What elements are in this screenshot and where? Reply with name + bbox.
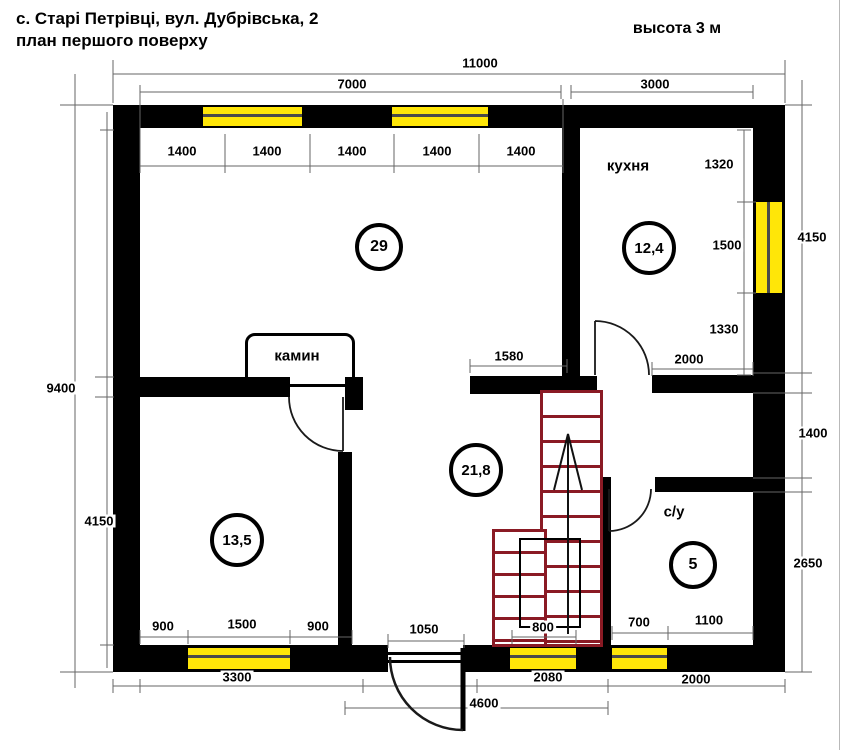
area-badge-living [355,223,403,271]
wall-mid-horizontal [113,377,290,397]
area-badge-bathroom [669,541,717,589]
area-badge-kitchen [622,221,676,275]
dim-hall-wall: 1580 [494,348,524,364]
bathroom-area-value: 5 [688,556,698,573]
dim-bottom-left: 3300 [222,669,252,685]
window-glass-line [767,202,770,293]
dim-window-1400-1: 1400 [167,143,197,159]
kitchen-label: кухня [606,157,650,175]
dim-kitchen-inner-1320: 1320 [704,156,734,172]
address-line: с. Старі Петрівці, вул. Дубрівська, 2 [16,9,319,28]
dim-right-middle: 1400 [798,425,828,441]
window-glass-line [392,114,488,117]
staircase-landing-outline [519,538,581,628]
window-glass-line [510,655,576,658]
dim-bottom-right: 2000 [681,671,711,687]
dim-bottom-middle: 2080 [533,669,563,685]
dim-bottom-entrance-total: 4600 [469,695,499,711]
plan-subtitle: план першого поверху [16,31,208,51]
dim-top-left-span: 7000 [337,76,367,92]
dim-top-right-span: 3000 [640,76,670,92]
dim-window-1400-2: 1400 [252,143,282,159]
dim-window-1400-5: 1400 [506,143,536,159]
page-edge-line [839,0,840,750]
window-top-1 [203,107,302,126]
page-title [16,8,318,52]
entrance-opening [388,645,463,672]
wall-bathroom-top [655,477,753,492]
entrance-door-line-1 [388,652,463,655]
wall-outer-right [753,105,785,672]
window-glass-line [203,114,302,117]
dim-bathroom-700: 700 [628,614,650,630]
dim-top-total: 11000 [462,55,498,71]
kitchen-area-value: 12,4 [634,239,664,257]
window-bottom-bedroom [188,648,290,669]
dim-bathroom-1100: 1100 [694,612,724,628]
wall-kitchen-bottom [652,375,753,393]
area-badge-hall [449,443,503,497]
bathroom-label: с/у [663,503,685,521]
ceiling-height-note: высота 3 м [632,20,722,37]
area-badge-bedroom [210,513,264,567]
wall-kitchen-left [562,128,580,376]
dim-window-1400-4: 1400 [422,143,452,159]
hall-area-value: 21,8 [461,461,491,479]
entrance-door-line-2 [388,660,463,663]
wall-bedroom-right [338,452,352,645]
dim-stair-width: 800 [532,619,554,635]
dim-right-kitchen-height: 4150 [797,229,827,245]
door-bedroom [289,397,343,451]
dim-bedroom-900-right: 900 [307,618,329,634]
dim-entrance-opening: 1050 [409,621,439,637]
dim-right-bathroom-height: 2650 [793,555,823,571]
bedroom-area-value: 13,5 [222,531,252,549]
dim-kitchen-inner-1330: 1330 [709,321,739,337]
door-kitchen [595,321,649,375]
door-bathroom [609,489,651,531]
window-bottom-hall [510,648,576,669]
dim-left-bedroom-height: 4150 [84,513,114,529]
dim-kitchen-inner-1500: 1500 [712,237,742,253]
dim-kitchen-bottom-wall: 2000 [674,351,704,367]
window-glass-line [612,655,667,658]
dim-window-1400-3: 1400 [337,143,367,159]
dim-bedroom-900-left: 900 [152,618,174,634]
dim-left-total: 9400 [46,380,76,396]
window-bottom-bathroom [612,648,667,669]
window-glass-line [188,655,290,658]
living-area-value: 29 [370,238,388,255]
window-top-2 [392,107,488,126]
dim-bedroom-1500: 1500 [227,616,257,632]
wall-mid-door-stub [345,377,363,410]
fireplace-label: камин [274,347,320,365]
window-right-kitchen [756,202,782,293]
